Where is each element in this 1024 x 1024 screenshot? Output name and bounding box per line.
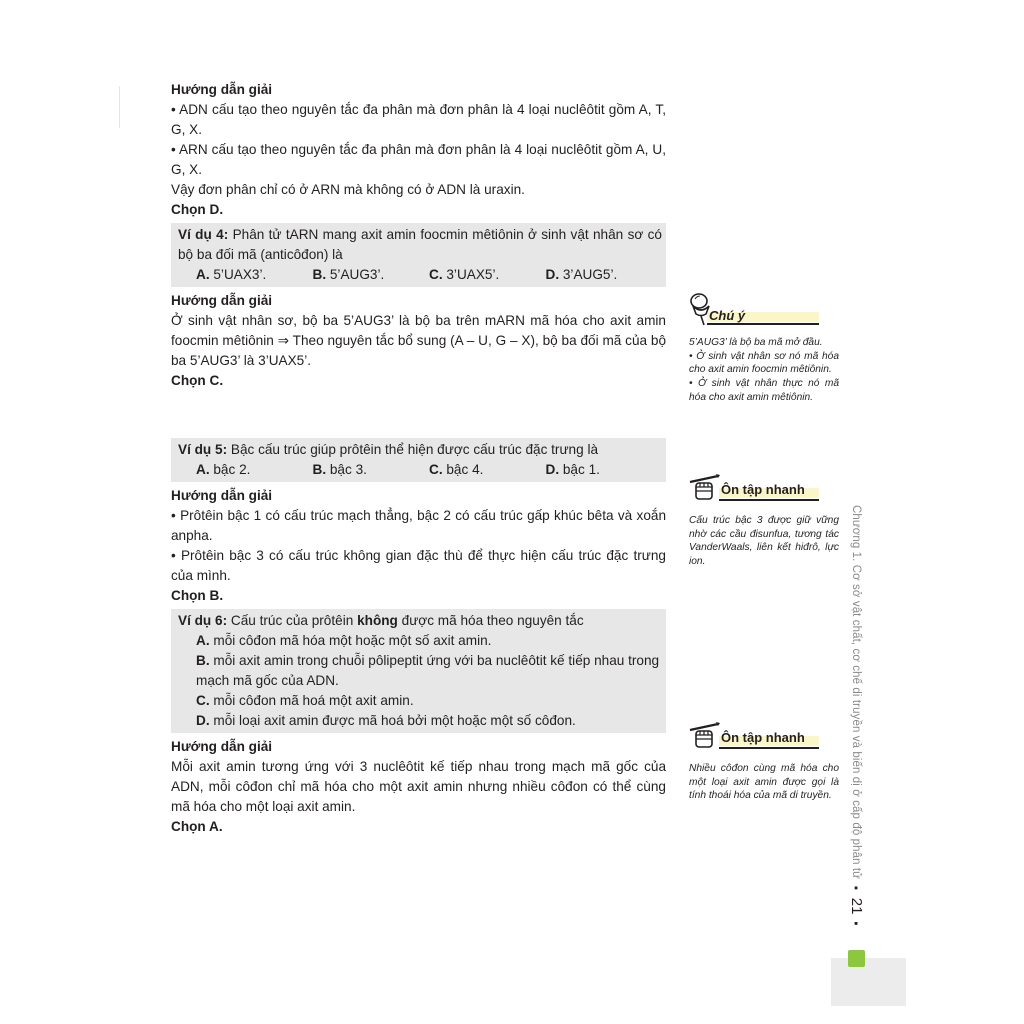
quick-review-title-1: Ôn tập nhanh (721, 482, 805, 497)
example-5-label: Ví dụ 5: (178, 442, 228, 457)
example-5-option-c: C. bậc 4. (429, 462, 484, 477)
solution-1-line-1: • ADN cấu tạo theo nguyên tắc đa phân mà đơn phân là 4 loại nuclêôtit gồm A, T, G, X. (171, 102, 666, 137)
answer-choice-3: Chọn B. (171, 588, 224, 603)
note-box (689, 292, 839, 405)
example-6-option-a: A. mỗi côđon mã hóa một hoặc một số axit amin. (196, 633, 492, 648)
solution-heading-1: Hướng dẫn giải (171, 82, 273, 97)
quick-review-header-1 (689, 474, 839, 508)
solution-4-text: Mỗi axit amin tương ứng với 3 nuclêôtit kế tiếp nhau trong mạch mã gốc của ADN, mỗi côđon chỉ mã hóa cho một axit amin nhưng nhiều côđon có thể cùng mã hóa cho một loại axit amin. (171, 759, 666, 814)
example-6-box (171, 609, 666, 733)
solution-3-line-2: • Prôtêin bậc 3 có cấu trúc không gian đặc thù để thực hiện cấu trúc đặc trưng của mình. (171, 548, 666, 583)
quick-review-box-1 (689, 474, 839, 569)
example-6-label: Ví dụ 6: (178, 613, 228, 628)
solution-heading-3: Hướng dẫn giải (171, 488, 273, 503)
solution-3-line-1: • Prôtêin bậc 1 có cấu trúc mạch thẳng, bậc 2 có cấu trúc gấp khúc bêta và xoắn anpha. (171, 508, 666, 543)
example-5-option-b: B. bậc 3. (312, 462, 367, 477)
example-4-options (178, 265, 662, 285)
example-6-option-d: D. mỗi loại axit amin được mã hoá bởi một hoặc một số côđon. (196, 713, 576, 728)
note-line-1: 5’AUG3’ là bộ ba mã mở đầu. (689, 337, 823, 348)
emphasis-not: không (357, 613, 398, 628)
example-5-question-text: Bậc cấu trúc giúp prôtêin thể hiện được cấu trúc đặc trưng là (230, 442, 599, 457)
corner-tab (831, 958, 906, 1006)
example-5-question (178, 440, 662, 460)
quick-review-box-2 (689, 722, 839, 803)
note-line-3: • Ở sinh vật nhân thực nó mã hóa cho axit amin mêtiônin. (689, 378, 839, 403)
example-5-options (178, 460, 662, 480)
example-4-question-text: Phân tử tARN mang axit amin foocmin mêtiônin ở sinh vật nhân sơ có bộ ba đối mã (anticôđon) là (178, 227, 662, 262)
page-number: 21 (848, 897, 865, 915)
margin-line (119, 86, 120, 128)
solution-heading-4: Hướng dẫn giải (171, 739, 273, 754)
example-4-option-b: B. 5’AUG3’. (312, 267, 385, 282)
implies-arrow: ⇒ (277, 333, 290, 348)
quick-review-text-1: Cấu trúc bậc 3 được giữ vững nhờ các cầu đisunfua, tương tác VanderWaals, liên kết hiđrô, lực ion. (689, 515, 839, 568)
solution-1-line-3: Vậy đơn phân chỉ có ở ARN mà không có ở ADN là uraxin. (171, 182, 525, 197)
footer-bullet-2: ▪ (850, 917, 862, 930)
example-5-option-a: A. bậc 2. (196, 462, 251, 477)
chapter-color-marker (848, 950, 865, 967)
example-4-option-a: A. 5’UAX3’. (196, 267, 267, 282)
answer-choice-4: Chọn A. (171, 819, 223, 834)
example-4-option-c: C. 3’UAX5’. (429, 267, 500, 282)
solution-2-text: Ở sinh vật nhân sơ, bộ ba 5’AUG3’ là bộ ba trên mARN mã hóa cho axit amin foocmin mêtiônin ⇒ Theo nguyên tắc bổ sung (A – U, G – X), bộ ba đối mã của bộ ba 5’AUG3’ là 3’UAX5’. (171, 313, 667, 368)
example-6-option-b: B. mỗi axit amin trong chuỗi pôlipeptit ứng với ba nuclêôtit kế tiếp nhau trong mạch mã gốc của ADN. (196, 653, 660, 688)
quick-review-header-2 (689, 722, 839, 756)
example-4-label: Ví dụ 4: (178, 227, 229, 242)
example-4-option-d: D. 3’AUG5’. (545, 267, 618, 282)
example-5-option-d: D. bậc 1. (545, 462, 600, 477)
quick-review-text-2: Nhiều côđon cùng mã hóa cho một loại axit amin được gọi là tính thoái hóa của mã di truyền. (689, 763, 839, 802)
solution-1-line-2: • ARN cấu tạo theo nguyên tắc đa phân mà đơn phân là 4 loại nuclêôtit gồm A, U, G, X. (171, 142, 666, 177)
answer-choice-1: Chọn D. (171, 202, 224, 217)
footer-bullet-1: ▪ (850, 882, 862, 895)
example-6-option-c: C. mỗi côđon mã hoá một axit amin. (196, 693, 414, 708)
example-6-question: Ví dụ 6: Cấu trúc của prôtêin không được mã hóa theo nguyên tắc (178, 613, 584, 628)
answer-choice-2: Chọn C. (171, 373, 224, 388)
note-line-2: • Ở sinh vật nhân sơ nó mã hóa cho axit amin foocmin mêtiônin. (689, 350, 839, 376)
example-5-box (171, 438, 666, 482)
note-title: Chú ý (709, 308, 746, 323)
note-header (689, 292, 839, 332)
quick-review-title-2: Ôn tập nhanh (721, 730, 805, 745)
example-4-box (171, 223, 666, 287)
hand-pencil-icon (689, 722, 721, 750)
chapter-title: Chương 1. Cơ sở vật chất, cơ chế di truyền và biến dị ở cấp độ phân tử (850, 505, 862, 879)
solution-heading-2: Hướng dẫn giải (171, 293, 273, 308)
chapter-footer (848, 505, 865, 930)
hand-pencil-icon (689, 474, 721, 502)
main-content (171, 80, 666, 837)
example-4-question (178, 225, 662, 265)
